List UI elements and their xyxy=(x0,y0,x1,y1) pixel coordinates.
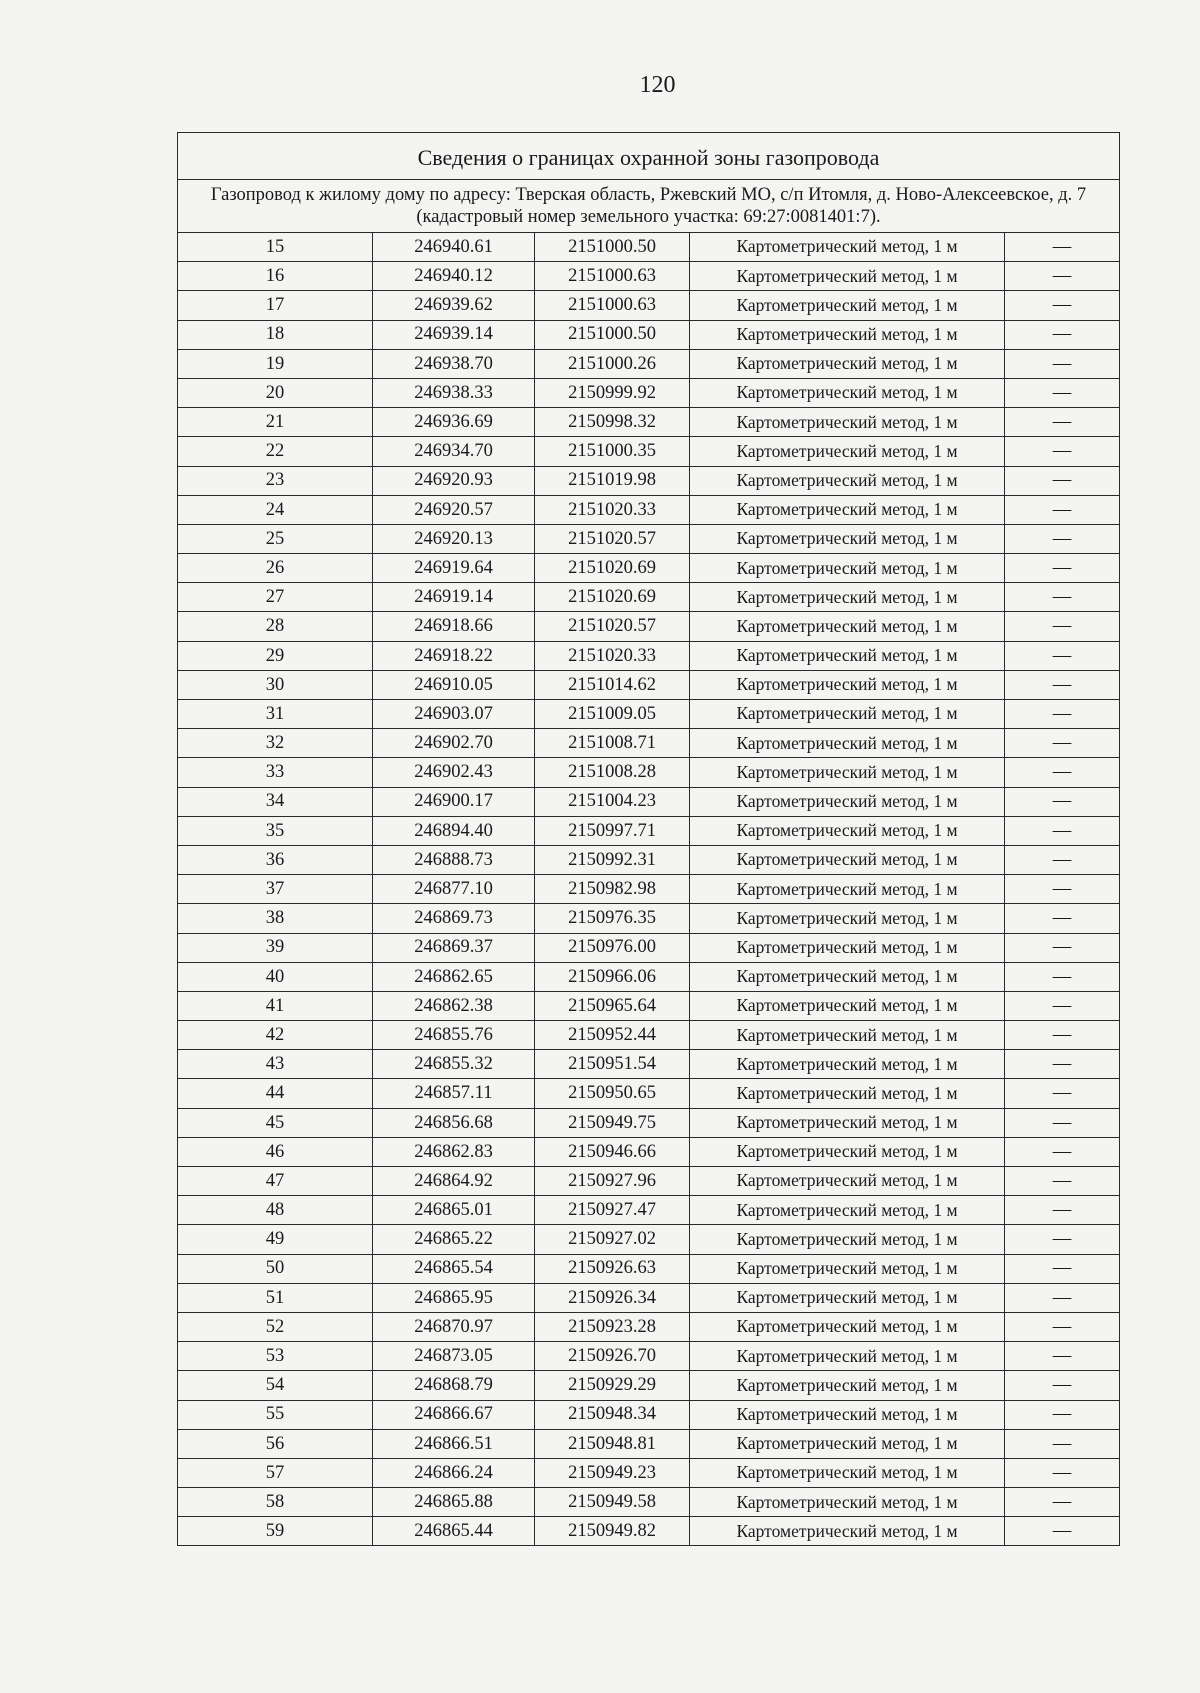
y-coordinate-cell: 2151020.69 xyxy=(535,554,690,583)
table-row xyxy=(178,524,1120,553)
y-coordinate-cell: 2151020.33 xyxy=(535,495,690,524)
point-number-cell: 48 xyxy=(178,1196,373,1225)
point-number-cell: 31 xyxy=(178,700,373,729)
x-coordinate-cell: 246939.62 xyxy=(373,291,535,320)
method-cell: Картометрический метод, 1 м xyxy=(690,962,1005,991)
dash-cell: — xyxy=(1005,991,1120,1020)
y-coordinate-cell: 2150965.64 xyxy=(535,991,690,1020)
dash-cell: — xyxy=(1005,583,1120,612)
y-coordinate-cell: 2151000.50 xyxy=(535,233,690,262)
table-title: Сведения о границах охранной зоны газопровода xyxy=(178,133,1120,180)
point-number-cell: 20 xyxy=(178,378,373,407)
table-row xyxy=(178,1079,1120,1108)
point-number-cell: 55 xyxy=(178,1400,373,1429)
y-coordinate-cell: 2151008.71 xyxy=(535,729,690,758)
x-coordinate-cell: 246870.97 xyxy=(373,1312,535,1341)
point-number-cell: 28 xyxy=(178,612,373,641)
dash-cell: — xyxy=(1005,262,1120,291)
method-cell: Картометрический метод, 1 м xyxy=(690,1458,1005,1487)
point-number-cell: 46 xyxy=(178,1137,373,1166)
x-coordinate-cell: 246877.10 xyxy=(373,875,535,904)
dash-cell: — xyxy=(1005,1371,1120,1400)
point-number-cell: 15 xyxy=(178,233,373,262)
x-coordinate-cell: 246856.68 xyxy=(373,1108,535,1137)
table-row xyxy=(178,495,1120,524)
method-cell: Картометрический метод, 1 м xyxy=(690,320,1005,349)
table-row xyxy=(178,962,1120,991)
method-cell: Картометрический метод, 1 м xyxy=(690,1342,1005,1371)
point-number-cell: 56 xyxy=(178,1429,373,1458)
y-coordinate-cell: 2150926.34 xyxy=(535,1283,690,1312)
dash-cell: — xyxy=(1005,233,1120,262)
dash-cell: — xyxy=(1005,1429,1120,1458)
table-row xyxy=(178,1429,1120,1458)
table-row xyxy=(178,991,1120,1020)
boundary-table xyxy=(177,132,1120,1546)
method-cell: Картометрический метод, 1 м xyxy=(690,641,1005,670)
x-coordinate-cell: 246940.12 xyxy=(373,262,535,291)
dash-cell: — xyxy=(1005,1108,1120,1137)
method-cell: Картометрический метод, 1 м xyxy=(690,437,1005,466)
method-cell: Картометрический метод, 1 м xyxy=(690,729,1005,758)
table-row xyxy=(178,1342,1120,1371)
point-number-cell: 40 xyxy=(178,962,373,991)
x-coordinate-cell: 246873.05 xyxy=(373,1342,535,1371)
point-number-cell: 45 xyxy=(178,1108,373,1137)
table-row xyxy=(178,1021,1120,1050)
point-number-cell: 59 xyxy=(178,1517,373,1546)
point-number-cell: 44 xyxy=(178,1079,373,1108)
method-cell: Картометрический метод, 1 м xyxy=(690,904,1005,933)
dash-cell: — xyxy=(1005,816,1120,845)
x-coordinate-cell: 246869.37 xyxy=(373,933,535,962)
y-coordinate-cell: 2150966.06 xyxy=(535,962,690,991)
table-row xyxy=(178,787,1120,816)
x-coordinate-cell: 246865.22 xyxy=(373,1225,535,1254)
table-row xyxy=(178,641,1120,670)
point-number-cell: 26 xyxy=(178,554,373,583)
y-coordinate-cell: 2151020.57 xyxy=(535,524,690,553)
x-coordinate-cell: 246920.57 xyxy=(373,495,535,524)
table-row xyxy=(178,408,1120,437)
method-cell: Картометрический метод, 1 м xyxy=(690,816,1005,845)
x-coordinate-cell: 246902.70 xyxy=(373,729,535,758)
point-number-cell: 21 xyxy=(178,408,373,437)
point-number-cell: 24 xyxy=(178,495,373,524)
dash-cell: — xyxy=(1005,1283,1120,1312)
method-cell: Картометрический метод, 1 м xyxy=(690,1371,1005,1400)
dash-cell: — xyxy=(1005,408,1120,437)
point-number-cell: 41 xyxy=(178,991,373,1020)
point-number-cell: 29 xyxy=(178,641,373,670)
method-cell: Картометрический метод, 1 м xyxy=(690,378,1005,407)
method-cell: Картометрический метод, 1 м xyxy=(690,1400,1005,1429)
point-number-cell: 50 xyxy=(178,1254,373,1283)
method-cell: Картометрический метод, 1 м xyxy=(690,612,1005,641)
x-coordinate-cell: 246866.51 xyxy=(373,1429,535,1458)
x-coordinate-cell: 246888.73 xyxy=(373,845,535,874)
dash-cell: — xyxy=(1005,291,1120,320)
x-coordinate-cell: 246920.13 xyxy=(373,524,535,553)
table-row xyxy=(178,758,1120,787)
y-coordinate-cell: 2150976.35 xyxy=(535,904,690,933)
table-row xyxy=(178,729,1120,758)
method-cell: Картометрический метод, 1 м xyxy=(690,875,1005,904)
x-coordinate-cell: 246940.61 xyxy=(373,233,535,262)
y-coordinate-cell: 2151014.62 xyxy=(535,670,690,699)
point-number-cell: 33 xyxy=(178,758,373,787)
table-row xyxy=(178,700,1120,729)
x-coordinate-cell: 246918.22 xyxy=(373,641,535,670)
dash-cell: — xyxy=(1005,641,1120,670)
y-coordinate-cell: 2151000.35 xyxy=(535,437,690,466)
dash-cell: — xyxy=(1005,1254,1120,1283)
dash-cell: — xyxy=(1005,495,1120,524)
point-number-cell: 43 xyxy=(178,1050,373,1079)
point-number-cell: 36 xyxy=(178,845,373,874)
method-cell: Картометрический метод, 1 м xyxy=(690,1488,1005,1517)
table-row xyxy=(178,1400,1120,1429)
method-cell: Картометрический метод, 1 м xyxy=(690,466,1005,495)
table-row xyxy=(178,554,1120,583)
x-coordinate-cell: 246865.88 xyxy=(373,1488,535,1517)
y-coordinate-cell: 2150949.75 xyxy=(535,1108,690,1137)
method-cell: Картометрический метод, 1 м xyxy=(690,1196,1005,1225)
point-number-cell: 49 xyxy=(178,1225,373,1254)
dash-cell: — xyxy=(1005,1137,1120,1166)
table-row xyxy=(178,466,1120,495)
method-cell: Картометрический метод, 1 м xyxy=(690,524,1005,553)
method-cell: Картометрический метод, 1 м xyxy=(690,670,1005,699)
point-number-cell: 52 xyxy=(178,1312,373,1341)
point-number-cell: 39 xyxy=(178,933,373,962)
table-row xyxy=(178,1196,1120,1225)
y-coordinate-cell: 2150949.58 xyxy=(535,1488,690,1517)
method-cell: Картометрический метод, 1 м xyxy=(690,1137,1005,1166)
dash-cell: — xyxy=(1005,758,1120,787)
method-cell: Картометрический метод, 1 м xyxy=(690,933,1005,962)
dash-cell: — xyxy=(1005,729,1120,758)
method-cell: Картометрический метод, 1 м xyxy=(690,991,1005,1020)
dash-cell: — xyxy=(1005,670,1120,699)
point-number-cell: 38 xyxy=(178,904,373,933)
y-coordinate-cell: 2150976.00 xyxy=(535,933,690,962)
dash-cell: — xyxy=(1005,1458,1120,1487)
y-coordinate-cell: 2150927.02 xyxy=(535,1225,690,1254)
x-coordinate-cell: 246902.43 xyxy=(373,758,535,787)
y-coordinate-cell: 2151000.26 xyxy=(535,349,690,378)
dash-cell: — xyxy=(1005,933,1120,962)
y-coordinate-cell: 2151000.63 xyxy=(535,291,690,320)
dash-cell: — xyxy=(1005,524,1120,553)
x-coordinate-cell: 246855.76 xyxy=(373,1021,535,1050)
y-coordinate-cell: 2150946.66 xyxy=(535,1137,690,1166)
dash-cell: — xyxy=(1005,378,1120,407)
dash-cell: — xyxy=(1005,612,1120,641)
y-coordinate-cell: 2150948.34 xyxy=(535,1400,690,1429)
y-coordinate-cell: 2150948.81 xyxy=(535,1429,690,1458)
method-cell: Картометрический метод, 1 м xyxy=(690,1050,1005,1079)
table-row xyxy=(178,1517,1120,1546)
x-coordinate-cell: 246910.05 xyxy=(373,670,535,699)
method-cell: Картометрический метод, 1 м xyxy=(690,1429,1005,1458)
table-row xyxy=(178,1050,1120,1079)
y-coordinate-cell: 2151008.28 xyxy=(535,758,690,787)
method-cell: Картометрический метод, 1 м xyxy=(690,1079,1005,1108)
method-cell: Картометрический метод, 1 м xyxy=(690,495,1005,524)
table-row xyxy=(178,1108,1120,1137)
dash-cell: — xyxy=(1005,1225,1120,1254)
page-number: 120 xyxy=(639,72,676,98)
x-coordinate-cell: 246862.38 xyxy=(373,991,535,1020)
x-coordinate-cell: 246864.92 xyxy=(373,1167,535,1196)
table-row xyxy=(178,612,1120,641)
dash-cell: — xyxy=(1005,845,1120,874)
x-coordinate-cell: 246894.40 xyxy=(373,816,535,845)
y-coordinate-cell: 2150950.65 xyxy=(535,1079,690,1108)
point-number-cell: 47 xyxy=(178,1167,373,1196)
y-coordinate-cell: 2150952.44 xyxy=(535,1021,690,1050)
table-row xyxy=(178,816,1120,845)
y-coordinate-cell: 2151000.63 xyxy=(535,262,690,291)
point-number-cell: 30 xyxy=(178,670,373,699)
y-coordinate-cell: 2150927.96 xyxy=(535,1167,690,1196)
method-cell: Картометрический метод, 1 м xyxy=(690,1312,1005,1341)
point-number-cell: 35 xyxy=(178,816,373,845)
table-row xyxy=(178,1225,1120,1254)
y-coordinate-cell: 2150949.23 xyxy=(535,1458,690,1487)
method-cell: Картометрический метод, 1 м xyxy=(690,1167,1005,1196)
point-number-cell: 23 xyxy=(178,466,373,495)
x-coordinate-cell: 246866.67 xyxy=(373,1400,535,1429)
point-number-cell: 22 xyxy=(178,437,373,466)
x-coordinate-cell: 246865.54 xyxy=(373,1254,535,1283)
dash-cell: — xyxy=(1005,904,1120,933)
dash-cell: — xyxy=(1005,437,1120,466)
dash-cell: — xyxy=(1005,1079,1120,1108)
dash-cell: — xyxy=(1005,1312,1120,1341)
y-coordinate-cell: 2150992.31 xyxy=(535,845,690,874)
method-cell: Картометрический метод, 1 м xyxy=(690,1021,1005,1050)
point-number-cell: 51 xyxy=(178,1283,373,1312)
point-number-cell: 17 xyxy=(178,291,373,320)
table-row xyxy=(178,583,1120,612)
dash-cell: — xyxy=(1005,1517,1120,1546)
table-row xyxy=(178,1283,1120,1312)
table-row xyxy=(178,1312,1120,1341)
table-row xyxy=(178,262,1120,291)
dash-cell: — xyxy=(1005,1400,1120,1429)
x-coordinate-cell: 246869.73 xyxy=(373,904,535,933)
y-coordinate-cell: 2151020.57 xyxy=(535,612,690,641)
x-coordinate-cell: 246918.66 xyxy=(373,612,535,641)
x-coordinate-cell: 246903.07 xyxy=(373,700,535,729)
point-number-cell: 58 xyxy=(178,1488,373,1517)
x-coordinate-cell: 246862.65 xyxy=(373,962,535,991)
x-coordinate-cell: 246862.83 xyxy=(373,1137,535,1166)
table-row xyxy=(178,1458,1120,1487)
point-number-cell: 27 xyxy=(178,583,373,612)
dash-cell: — xyxy=(1005,700,1120,729)
table-row xyxy=(178,1137,1120,1166)
table-row xyxy=(178,1488,1120,1517)
point-number-cell: 25 xyxy=(178,524,373,553)
point-number-cell: 32 xyxy=(178,729,373,758)
dash-cell: — xyxy=(1005,875,1120,904)
x-coordinate-cell: 246857.11 xyxy=(373,1079,535,1108)
dash-cell: — xyxy=(1005,787,1120,816)
x-coordinate-cell: 246919.64 xyxy=(373,554,535,583)
dash-cell: — xyxy=(1005,1021,1120,1050)
y-coordinate-cell: 2151004.23 xyxy=(535,787,690,816)
table-row xyxy=(178,933,1120,962)
y-coordinate-cell: 2150949.82 xyxy=(535,1517,690,1546)
x-coordinate-cell: 246938.33 xyxy=(373,378,535,407)
y-coordinate-cell: 2150927.47 xyxy=(535,1196,690,1225)
method-cell: Картометрический метод, 1 м xyxy=(690,1225,1005,1254)
method-cell: Картометрический метод, 1 м xyxy=(690,554,1005,583)
dash-cell: — xyxy=(1005,1196,1120,1225)
table-row xyxy=(178,1371,1120,1400)
x-coordinate-cell: 246919.14 xyxy=(373,583,535,612)
dash-cell: — xyxy=(1005,1050,1120,1079)
method-cell: Картометрический метод, 1 м xyxy=(690,233,1005,262)
y-coordinate-cell: 2150982.98 xyxy=(535,875,690,904)
y-coordinate-cell: 2150998.32 xyxy=(535,408,690,437)
y-coordinate-cell: 2151000.50 xyxy=(535,320,690,349)
dash-cell: — xyxy=(1005,962,1120,991)
y-coordinate-cell: 2151020.69 xyxy=(535,583,690,612)
point-number-cell: 57 xyxy=(178,1458,373,1487)
table-row xyxy=(178,378,1120,407)
method-cell: Картометрический метод, 1 м xyxy=(690,262,1005,291)
x-coordinate-cell: 246939.14 xyxy=(373,320,535,349)
dash-cell: — xyxy=(1005,349,1120,378)
table-row xyxy=(178,233,1120,262)
method-cell: Картометрический метод, 1 м xyxy=(690,1108,1005,1137)
method-cell: Картометрический метод, 1 м xyxy=(690,787,1005,816)
method-cell: Картометрический метод, 1 м xyxy=(690,1517,1005,1546)
point-number-cell: 34 xyxy=(178,787,373,816)
method-cell: Картометрический метод, 1 м xyxy=(690,1283,1005,1312)
table-row xyxy=(178,349,1120,378)
method-cell: Картометрический метод, 1 м xyxy=(690,700,1005,729)
point-number-cell: 16 xyxy=(178,262,373,291)
dash-cell: — xyxy=(1005,1488,1120,1517)
x-coordinate-cell: 246900.17 xyxy=(373,787,535,816)
method-cell: Картометрический метод, 1 м xyxy=(690,758,1005,787)
x-coordinate-cell: 246865.01 xyxy=(373,1196,535,1225)
y-coordinate-cell: 2150923.28 xyxy=(535,1312,690,1341)
method-cell: Картометрический метод, 1 м xyxy=(690,291,1005,320)
table-row xyxy=(178,845,1120,874)
table-row xyxy=(178,904,1120,933)
point-number-cell: 19 xyxy=(178,349,373,378)
y-coordinate-cell: 2150926.70 xyxy=(535,1342,690,1371)
y-coordinate-cell: 2150929.29 xyxy=(535,1371,690,1400)
method-cell: Картометрический метод, 1 м xyxy=(690,1254,1005,1283)
y-coordinate-cell: 2150926.63 xyxy=(535,1254,690,1283)
table-row xyxy=(178,320,1120,349)
method-cell: Картометрический метод, 1 м xyxy=(690,349,1005,378)
dash-cell: — xyxy=(1005,466,1120,495)
x-coordinate-cell: 246855.32 xyxy=(373,1050,535,1079)
point-number-cell: 54 xyxy=(178,1371,373,1400)
x-coordinate-cell: 246936.69 xyxy=(373,408,535,437)
table-row xyxy=(178,875,1120,904)
point-number-cell: 18 xyxy=(178,320,373,349)
method-cell: Картометрический метод, 1 м xyxy=(690,845,1005,874)
x-coordinate-cell: 246866.24 xyxy=(373,1458,535,1487)
method-cell: Картометрический метод, 1 м xyxy=(690,583,1005,612)
x-coordinate-cell: 246868.79 xyxy=(373,1371,535,1400)
table-row xyxy=(178,670,1120,699)
y-coordinate-cell: 2151019.98 xyxy=(535,466,690,495)
y-coordinate-cell: 2150997.71 xyxy=(535,816,690,845)
x-coordinate-cell: 246938.70 xyxy=(373,349,535,378)
point-number-cell: 37 xyxy=(178,875,373,904)
x-coordinate-cell: 246865.44 xyxy=(373,1517,535,1546)
y-coordinate-cell: 2151009.05 xyxy=(535,700,690,729)
x-coordinate-cell: 246920.93 xyxy=(373,466,535,495)
table-row xyxy=(178,1254,1120,1283)
dash-cell: — xyxy=(1005,1342,1120,1371)
table-row xyxy=(178,437,1120,466)
y-coordinate-cell: 2151020.33 xyxy=(535,641,690,670)
x-coordinate-cell: 246865.95 xyxy=(373,1283,535,1312)
dash-cell: — xyxy=(1005,554,1120,583)
table-row xyxy=(178,1167,1120,1196)
dash-cell: — xyxy=(1005,320,1120,349)
y-coordinate-cell: 2150951.54 xyxy=(535,1050,690,1079)
point-number-cell: 42 xyxy=(178,1021,373,1050)
y-coordinate-cell: 2150999.92 xyxy=(535,378,690,407)
point-number-cell: 53 xyxy=(178,1342,373,1371)
method-cell: Картометрический метод, 1 м xyxy=(690,408,1005,437)
table-subtitle: Газопровод к жилому дому по адресу: Тверская область, Ржевский МО, с/п Итомля, д. Ново-Алексеевское, д. 7 (кадастровый номер земельного участка: 69:27:0081401:7). xyxy=(178,180,1120,233)
table-row xyxy=(178,291,1120,320)
dash-cell: — xyxy=(1005,1167,1120,1196)
x-coordinate-cell: 246934.70 xyxy=(373,437,535,466)
